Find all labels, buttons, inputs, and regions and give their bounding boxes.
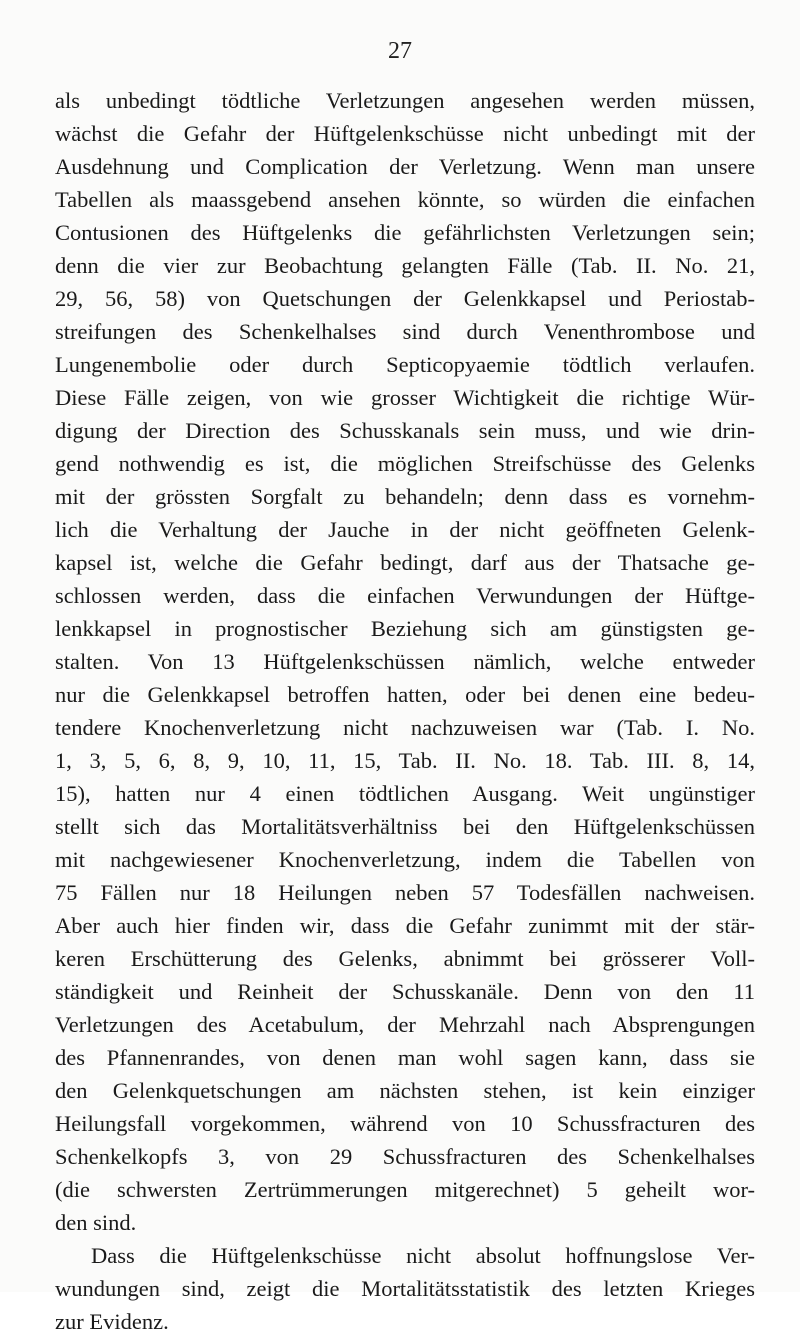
- text-line: tendere Knochenverletzung nicht nachzuweisen war (Tab. I. No.: [55, 715, 755, 740]
- text-line: ständigkeit und Reinheit der Schusskanäle. Denn von den 11: [55, 979, 755, 1004]
- text-line: mit nachgewiesener Knochenverletzung, indem die Tabellen von: [55, 847, 755, 872]
- body-text: [55, 84, 755, 1338]
- paragraph-1: [55, 84, 755, 1239]
- text-line: wächst die Gefahr der Hüftgelenkschüsse nicht unbedingt mit der: [55, 121, 755, 146]
- text-line: Lungenembolie oder durch Septicopyaemie tödtlich verlaufen.: [55, 352, 755, 377]
- text-line: den sind.: [55, 1210, 137, 1235]
- text-line: Contusionen des Hüftgelenks die gefährlichsten Verletzungen sein;: [55, 220, 755, 245]
- text-line: 29, 56, 58) von Quetschungen der Gelenkkapsel und Periostab-: [55, 286, 755, 311]
- text-line: 75 Fällen nur 18 Heilungen neben 57 Todesfällen nachweisen.: [55, 880, 755, 905]
- text-line: zur Evidenz.: [55, 1309, 169, 1334]
- page-number: 27: [388, 38, 412, 64]
- text-line: Aber auch hier finden wir, dass die Gefahr zunimmt mit der stär-: [55, 913, 755, 938]
- text-line: als unbedingt tödtliche Verletzungen angesehen werden müssen,: [55, 88, 755, 113]
- text-line: Heilungsfall vorgekommen, während von 10 Schussfracturen des: [55, 1111, 755, 1136]
- text-line: lich die Verhaltung der Jauche in der nicht geöffneten Gelenk-: [55, 517, 755, 542]
- text-line: des Pfannenrandes, von denen man wohl sagen kann, dass sie: [55, 1045, 755, 1070]
- text-line: nur die Gelenkkapsel betroffen hatten, oder bei denen eine bedeu-: [55, 682, 755, 707]
- text-line: keren Erschütterung des Gelenks, abnimmt bei grösserer Voll-: [55, 946, 755, 971]
- text-line: schlossen werden, dass die einfachen Verwundungen der Hüftge-: [55, 583, 755, 608]
- text-line: digung der Direction des Schusskanals sein muss, und wie drin-: [55, 418, 755, 443]
- text-line: Diese Fälle zeigen, von wie grosser Wichtigkeit die richtige Wür-: [55, 385, 755, 410]
- text-line: mit der grössten Sorgfalt zu behandeln; denn dass es vornehm-: [55, 484, 755, 509]
- text-line: gend nothwendig es ist, die möglichen Streifschüsse des Gelenks: [55, 451, 755, 476]
- paragraph-2: [55, 1239, 755, 1338]
- text-line: 15), hatten nur 4 einen tödtlichen Ausgang. Weit ungünstiger: [55, 781, 755, 806]
- text-line: 1, 3, 5, 6, 8, 9, 10, 11, 15, Tab. II. No. 18. Tab. III. 8, 14,: [55, 748, 755, 773]
- text-line: kapsel ist, welche die Gefahr bedingt, darf aus der Thatsache ge-: [55, 550, 755, 575]
- text-line: den Gelenkquetschungen am nächsten stehen, ist kein einziger: [55, 1078, 755, 1103]
- text-line: stalten. Von 13 Hüftgelenkschüssen nämlich, welche entweder: [55, 649, 755, 674]
- text-line: Verletzungen des Acetabulum, der Mehrzahl nach Absprengungen: [55, 1012, 755, 1037]
- text-line: wundungen sind, zeigt die Mortalitätsstatistik des letzten Krieges: [55, 1276, 755, 1301]
- text-line: streifungen des Schenkelhalses sind durch Venenthrombose und: [55, 319, 755, 344]
- text-line: lenkkapsel in prognostischer Beziehung sich am günstigsten ge-: [55, 616, 755, 641]
- text-line: Ausdehnung und Complication der Verletzung. Wenn man unsere: [55, 154, 755, 179]
- text-line: Schenkelkopfs 3, von 29 Schussfracturen des Schenkelhalses: [55, 1144, 755, 1169]
- text-line: denn die vier zur Beobachtung gelangten Fälle (Tab. II. No. 21,: [55, 253, 755, 278]
- text-line: (die schwersten Zertrümmerungen mitgerechnet) 5 geheilt wor-: [55, 1177, 755, 1202]
- text-line: stellt sich das Mortalitätsverhältniss bei den Hüftgelenkschüssen: [55, 814, 755, 839]
- text-line: Dass die Hüftgelenkschüsse nicht absolut hoffnungslose Ver-: [91, 1243, 755, 1268]
- text-line: Tabellen als maassgebend ansehen könnte, so würden die einfachen: [55, 187, 755, 212]
